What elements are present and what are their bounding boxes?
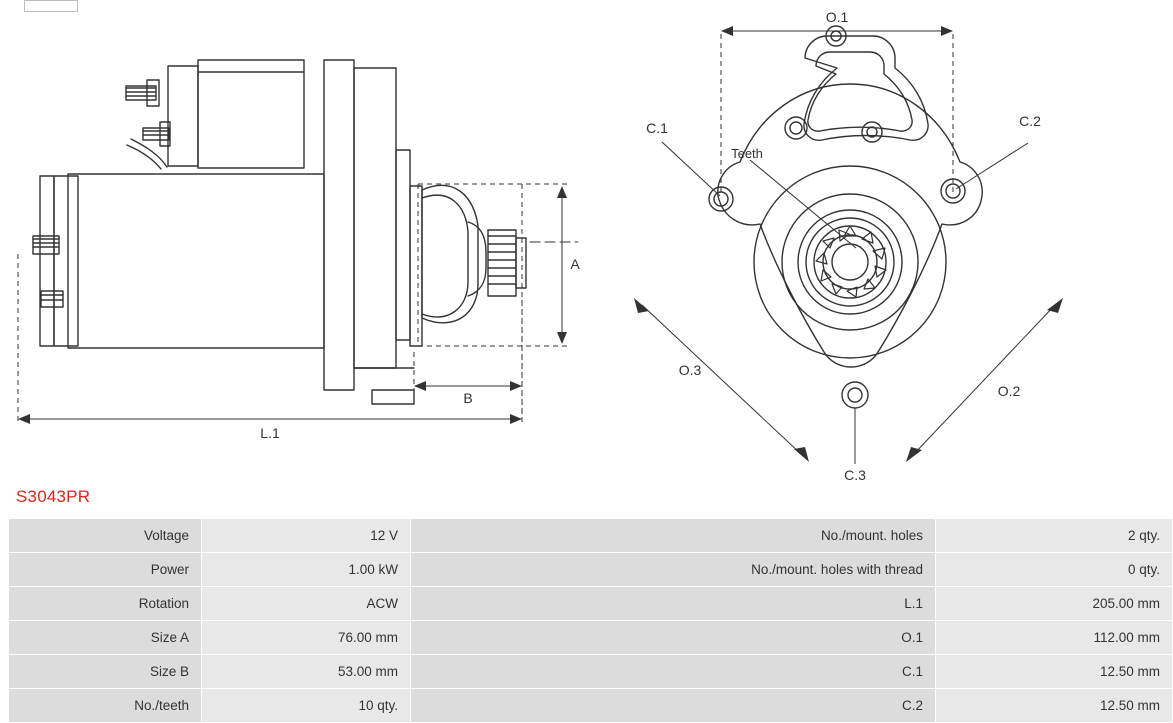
spec-value-power: 1.00 kW [202,553,411,587]
spec-label-c2: C.2 [411,689,936,723]
dimension-label-o2: O.2 [997,383,1021,399]
spec-label-voltage: Voltage [9,519,202,553]
specification-table [8,518,1173,723]
spec-value-mount-holes: 2 qty. [936,519,1173,553]
table-row [9,519,1173,553]
callout-label-c2: C.2 [1019,113,1041,129]
spec-label-rotation: Rotation [9,587,202,621]
spec-value-mount-holes-thread: 0 qty. [936,553,1173,587]
dimension-label-b: B [463,390,473,406]
spec-value-rotation: ACW [202,587,411,621]
spec-value-o1: 112.00 mm [936,621,1173,655]
spec-label-mount-holes-thread: No./mount. holes with thread [411,553,936,587]
starter-side-view-drawing [0,0,600,480]
dimension-label-a: A [570,256,580,272]
table-row [9,689,1173,723]
dimension-label-o3: O.3 [678,362,702,378]
spec-label-l1: L.1 [411,587,936,621]
table-row [9,655,1173,689]
spec-label-power: Power [9,553,202,587]
spec-label-teeth: No./teeth [9,689,202,723]
spec-value-l1: 205.00 mm [936,587,1173,621]
spec-value-c1: 12.50 mm [936,655,1173,689]
spec-value-teeth: 10 qty. [202,689,411,723]
spec-label-c1: C.1 [411,655,936,689]
part-number: S3043PR [16,487,91,506]
spec-value-c2: 12.50 mm [936,689,1173,723]
callout-label-c1: C.1 [646,120,668,136]
starter-front-view-drawing [600,0,1080,483]
spec-label-size-b: Size B [9,655,202,689]
spec-label-size-a: Size A [9,621,202,655]
callout-label-teeth: Teeth [731,146,763,161]
callout-label-c3: C.3 [844,467,866,483]
dimension-label-o1: O.1 [825,9,849,25]
table-row [9,553,1173,587]
spec-value-voltage: 12 V [202,519,411,553]
spec-label-mount-holes: No./mount. holes [411,519,936,553]
table-row [9,587,1173,621]
table-row [9,621,1173,655]
spec-label-o1: O.1 [411,621,936,655]
dimension-label-l1: L.1 [260,425,280,441]
spec-value-size-a: 76.00 mm [202,621,411,655]
spec-value-size-b: 53.00 mm [202,655,411,689]
